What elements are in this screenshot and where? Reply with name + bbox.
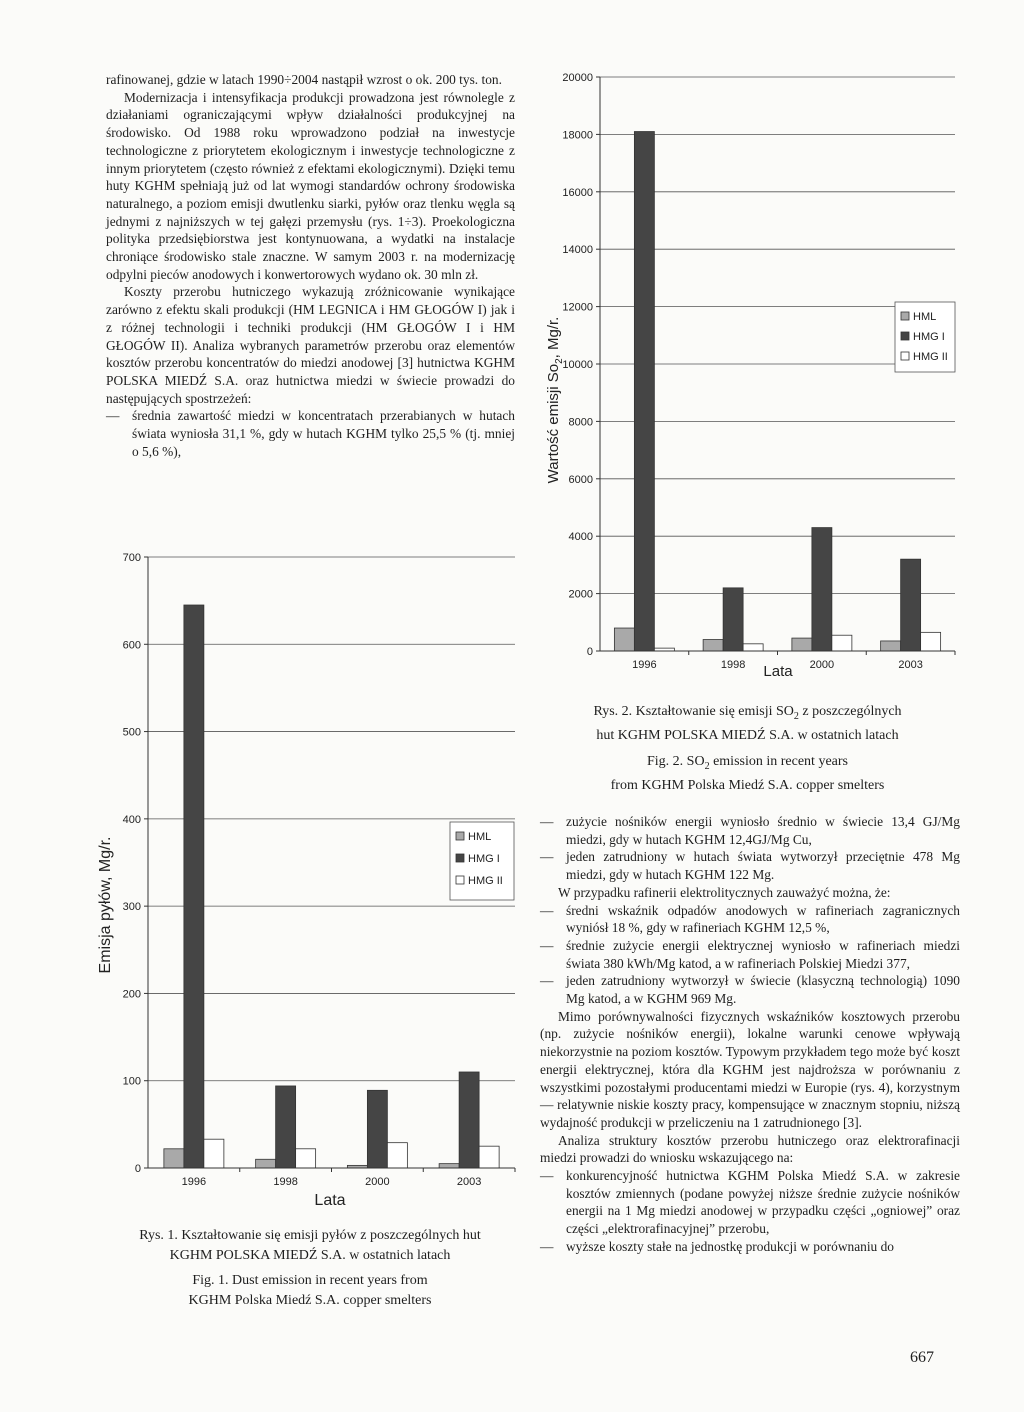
paragraph: Modernizacja i intensyfikacja produkcji prowadzona jest równolegle z działaniami ograniczającymi wpływ działalności produkcyjnej na środowisko. Od 1988 roku wprowadzono podział na inwestycje technologiczne z priorytetem ekologicznym i inwestycje technologiczne z innym priorytetem (często również z efektami ekologicznymi). Dzięki temu huty KGHM spełniają już od lat wymogi standardów ochrony środowiska naturalnego, a poziom emisji dwutlenku siarki, pyłów oraz tlenku węgla są jednymi z najniższych w tej gałęzi przemysłu (rys. 1÷3). Proekologiczna polityka przedsiębiorstwa jest kontynuowana, a wydatki na instalacje chroniące środowisko stale znaczne. W samym 2003 r. na modernizację odpylni pieców anodowych i konwertorowych wydano ok. 30 mln zł. — [106, 89, 515, 282]
legend — [895, 302, 955, 372]
legend-label: HMG I — [468, 853, 500, 865]
list-item: — średni wskaźnik odpadów anodowych w rafineriach zagranicznych wyniósł 18 %, gdy w rafineriach KGHM 12,5 %, — [540, 902, 960, 936]
bar-hmg-ii — [832, 635, 852, 651]
bar-hmg-i — [634, 132, 654, 651]
caption-en: Fig. 2. $SO_2$ emission in recent years from KGHM Polska Miedź S.A. copper smelters — [610, 753, 885, 794]
y-tick-label: 12000 — [562, 301, 593, 314]
y-tick-label: 100 — [122, 1075, 141, 1088]
legend-swatch — [456, 854, 464, 862]
list-item: — zużycie nośników energii wyniosło średnio w świecie 13,4 GJ/Mg miedzi, gdy w hutach KGHM 12,4GJ/Mg Cu, — [540, 814, 960, 847]
list-item: — konkurencyjność hutnictwa KGHM Polska Miedź S.A. w zakresie kosztów zmiennych (podane powyżej niższe średnie zużycie nośników energii na 1 Mg miedzi anodowej w przypadku części „ogniowej” oraz części „elektrorafinacyjnej” przerobu, — [540, 1168, 960, 1237]
list-item: — wyższe koszty stałe na jednostkę produkcji w porównaniu do — [540, 1238, 894, 1254]
right-text-column — [540, 813, 960, 1256]
list-item: — średnie zużycie energii elektrycznej wyniosło w rafineriach miedzi świata 380 kWh/Mg katod, a w rafineriach Polskiej Miedzi 377, — [540, 937, 960, 971]
legend-swatch — [901, 352, 909, 360]
bar-hmg-ii — [387, 1143, 407, 1168]
y-tick-label: 200 — [122, 988, 141, 1001]
bar-hmg-i — [901, 559, 921, 651]
y-tick-label: 6000 — [568, 473, 593, 486]
x-tick-label: 1998 — [720, 659, 746, 671]
x-axis-label: Lata — [763, 663, 793, 680]
bar-hml — [439, 1164, 459, 1168]
y-tick-label: 14000 — [562, 244, 593, 257]
x-tick-label: 1996 — [181, 1176, 207, 1188]
bar-hmg-i — [184, 605, 204, 1168]
bar-hmg-i — [459, 1072, 479, 1168]
list-item: — jeden zatrudniony w hutach świata wytworzył przeciętnie 478 Mg miedzi, gdy w hutach KGHM 122 Mg. — [540, 849, 960, 883]
paragraph: Analiza struktury kosztów przerobu hutniczego oraz elektrorafinacji miedzi prowadzi do wniosku wskazującego na: — [540, 1132, 960, 1166]
bar-hmg-ii — [296, 1149, 316, 1168]
list-item: — jeden zatrudniony wytworzył w świecie (klasyczną technologią) 1090 Mg katod, a w KGHM 969 Mg. — [540, 973, 960, 1007]
bar-hmg-i — [723, 588, 743, 651]
legend — [450, 822, 514, 900]
bar-hmg-ii — [204, 1139, 224, 1168]
y-tick-label: 18000 — [562, 129, 593, 142]
bar-hml — [792, 638, 812, 651]
legend-label: HML — [913, 311, 937, 323]
bar-hmg-ii — [479, 1146, 499, 1168]
legend-label: HMG II — [913, 351, 948, 363]
caption-en: Fig. 1. Dust emission in recent years from KGHM Polska Miedź S.A. copper smelters — [188, 1273, 432, 1308]
y-axis-label: Wartość emisji $So_2$, Mg/r. — [545, 316, 565, 484]
bar-hmg-i — [367, 1090, 387, 1168]
y-tick-label: 10000 — [562, 359, 593, 371]
legend-label: HMG II — [468, 875, 503, 887]
x-tick-label: 2003 — [456, 1176, 482, 1188]
x-tick-label: 2000 — [365, 1176, 390, 1188]
y-axis-label: Emisja pyłów, Mg/r. — [97, 836, 114, 974]
fig1-caption — [100, 1226, 520, 1310]
bar-hmg-ii — [921, 632, 941, 651]
legend-swatch — [901, 332, 909, 340]
bar-hml — [881, 641, 901, 651]
y-tick-label: 2000 — [568, 588, 593, 601]
fig2-caption — [555, 702, 940, 796]
legend-label: HML — [468, 831, 492, 843]
x-tick-label: 2003 — [898, 659, 923, 671]
bar-hml — [614, 628, 634, 651]
y-tick-label: 20000 — [562, 72, 593, 84]
so2-emission-chart — [530, 60, 960, 690]
y-tick-label: 700 — [122, 552, 141, 564]
left-text-column — [106, 71, 515, 460]
y-tick-label: 0 — [586, 646, 593, 658]
y-tick-label: 4000 — [568, 531, 593, 544]
y-tick-label: 8000 — [568, 416, 593, 429]
bar-hmg-i — [812, 528, 832, 651]
bar-hmg-i — [276, 1086, 296, 1168]
x-axis-label: Lata — [314, 1192, 346, 1209]
x-tick-label: 1998 — [273, 1176, 298, 1188]
legend-label: HMG I — [913, 331, 945, 343]
y-tick-label: 0 — [134, 1163, 141, 1175]
y-tick-label: 16000 — [562, 186, 593, 199]
caption-pl: Rys. 2. Kształtowanie się emisji $SO_2$ z poszczególnych hut KGHM POLSKA MIEDŹ S.A. w ostatnich latach — [593, 704, 902, 744]
legend-swatch — [901, 312, 909, 320]
bar-hmg-ii — [743, 644, 763, 651]
y-tick-label: 600 — [122, 639, 141, 652]
dust-emission-chart — [80, 540, 525, 1215]
bar-hml — [703, 640, 723, 651]
bar-hml — [164, 1149, 184, 1168]
page-number: 667 — [910, 1349, 934, 1366]
x-tick-label: 2000 — [809, 659, 835, 671]
y-tick-label: 500 — [122, 726, 141, 739]
bar-hml — [256, 1159, 276, 1168]
legend-swatch — [456, 876, 464, 884]
list-item: — średnia zawartość miedzi w koncentratach przerabianych w hutach świata wyniosła 31,1 %, gdy w hutach KGHM tylko 25,5 % (tj. mniej o 5,6 %), — [106, 408, 515, 459]
legend-swatch — [456, 832, 464, 840]
y-tick-label: 400 — [122, 813, 141, 826]
paragraph: Mimo porównywalności fizycznych wskaźników kosztowych przerobu (np. zużycie nośników energii), lokalne warunki cenowe wpływają niekorzystnie na poziom kosztów. Typowym przykładem tego może być koszt energii elektrycznej, która dla KGHM jest najdroższa w porównaniu z wszystkimi pozostałymi producentami miedzi w Europie (rys. 4), korzystnym — relatywnie niskie koszty pracy, kompensujące w znacznym stopniu, niższą wydajność produkcji w przeliczeniu na 1 zatrudnionego [3]. — [540, 1008, 960, 1130]
paragraph: W przypadku rafinerii elektrolitycznych zauważyć można, że: — [558, 884, 891, 900]
x-tick-label: 1996 — [632, 659, 657, 671]
paragraph: rafinowanej, gdzie w latach 1990÷2004 nastąpił wzrost o ok. 200 tys. ton. — [106, 72, 502, 87]
y-tick-label: 300 — [122, 901, 141, 914]
caption-pl: Rys. 1. Kształtowanie się emisji pyłów z poszczególnych hut KGHM POLSKA MIEDŹ S.A. w ostatnich latach — [139, 1228, 481, 1263]
paragraph: Koszty przerobu hutniczego wykazują zróżnicowanie wynikające zarówno z efektu skali produkcji (HM LEGNICA i HM GŁOGÓW I) jak i z różnej technologii i techniki produkcji (HM GŁOGÓW I i HM GŁOGÓW II). Analiza wybranych parametrów przerobu oraz elementów kosztów przerobu koncentratów do miedzi anodowej [3] hutnictwa KGHM POLSKA MIEDŹ S.A. oraz hutnictwa miedzi w świecie prowadzi do następujących spostrzeżeń: — [106, 284, 515, 406]
